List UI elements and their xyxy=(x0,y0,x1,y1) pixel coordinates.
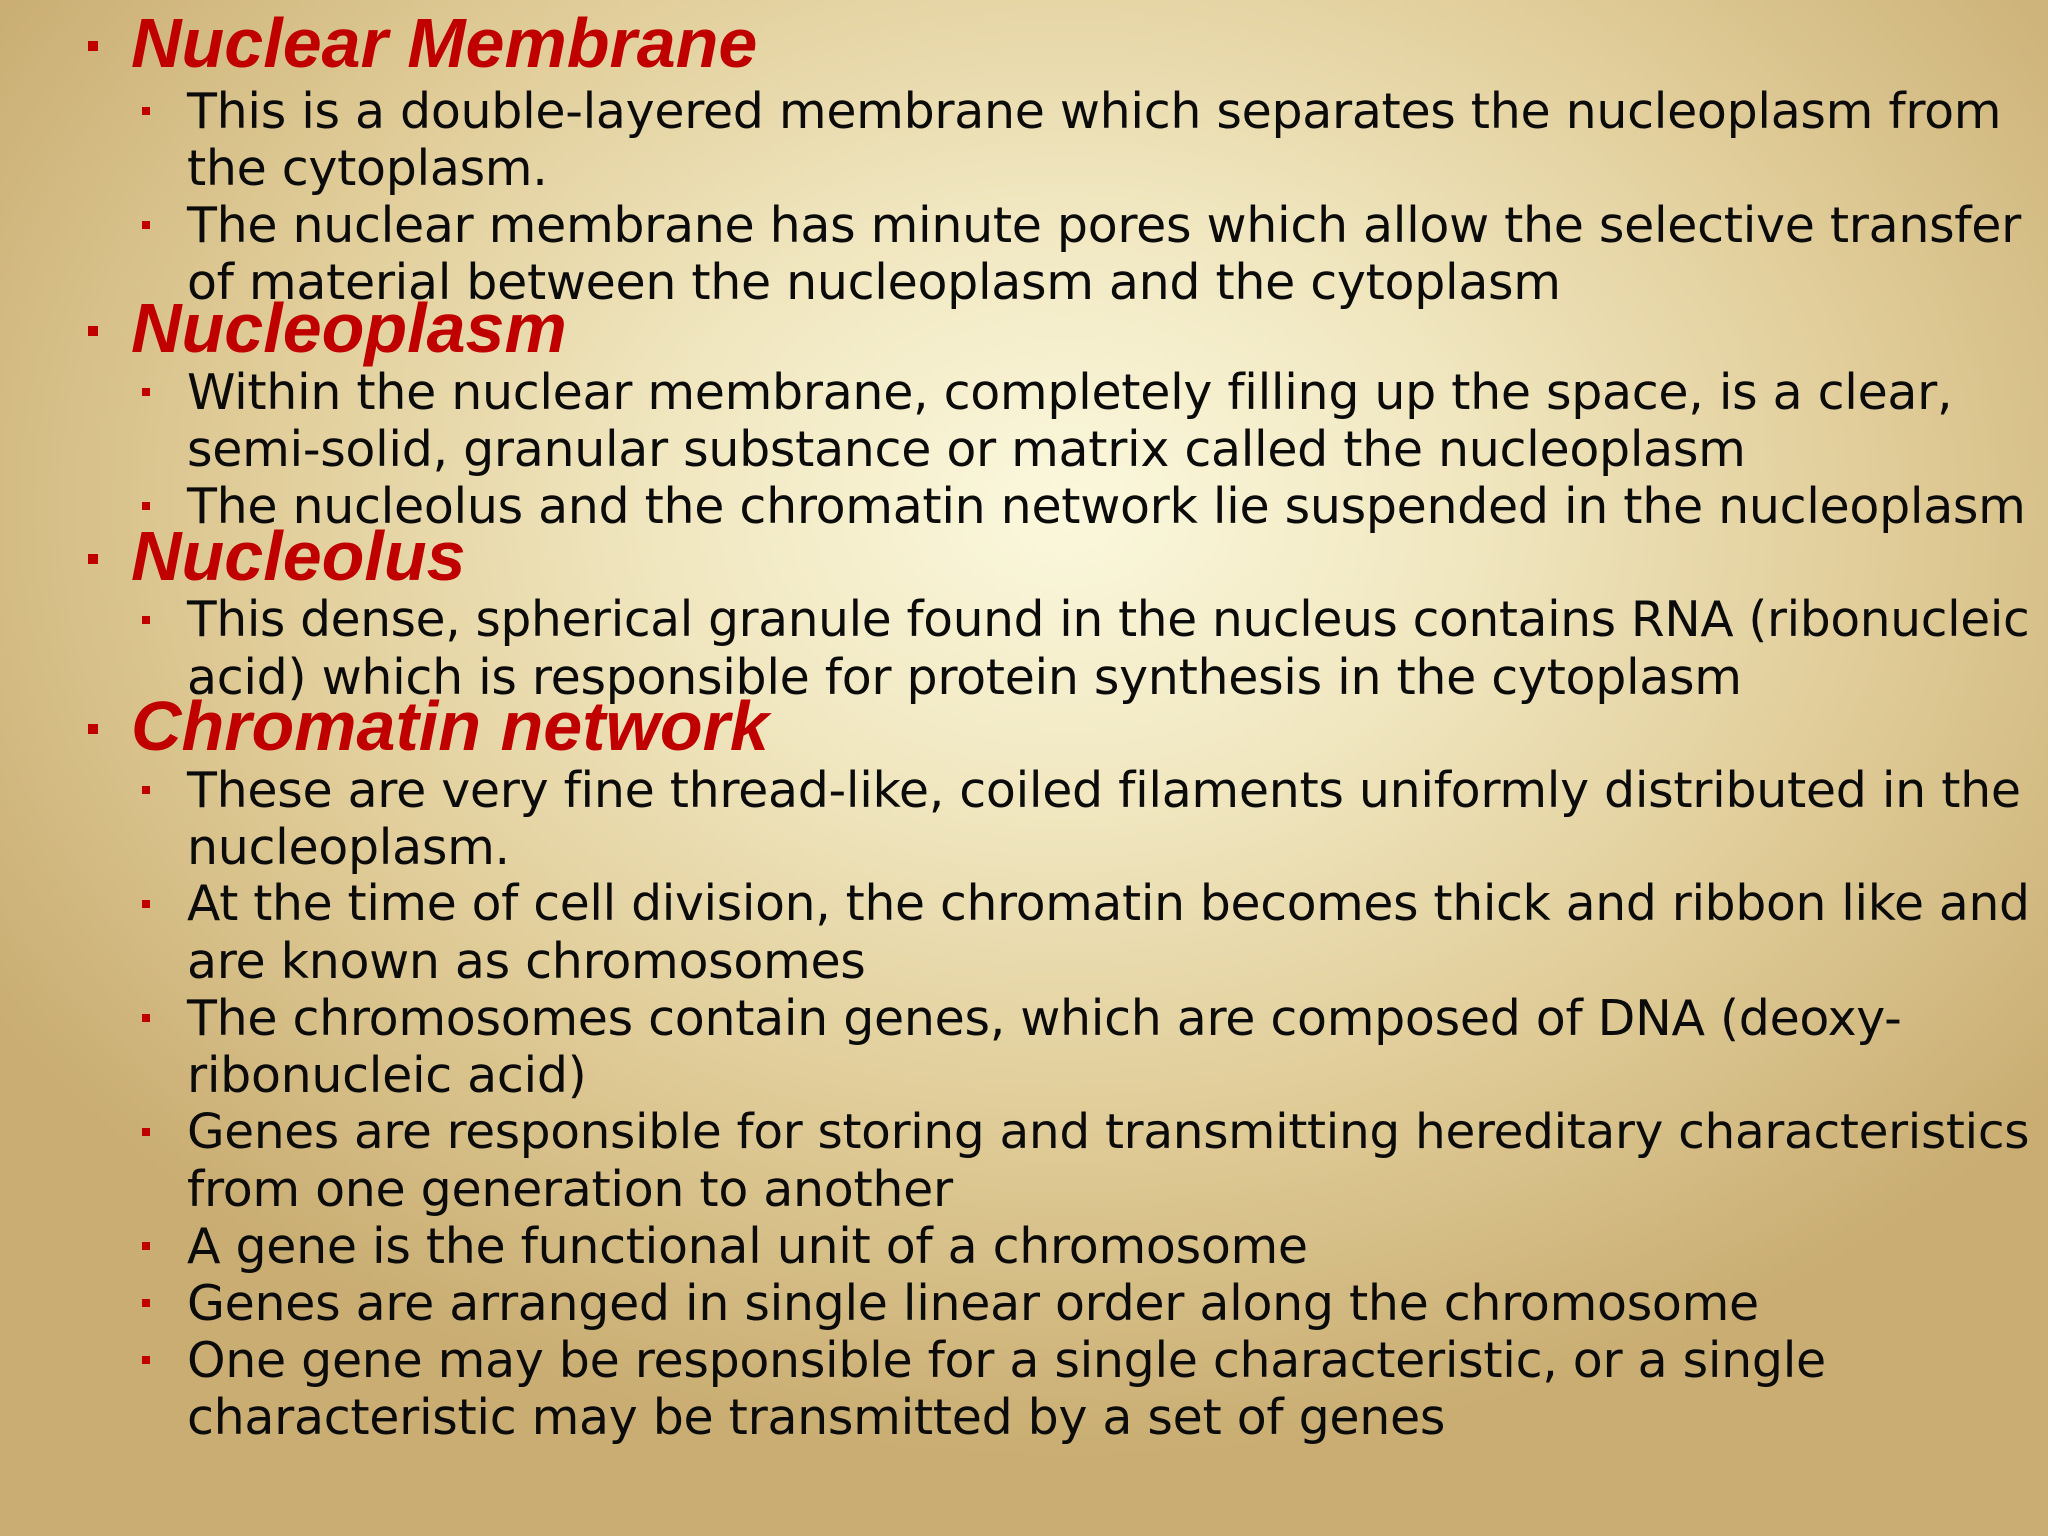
bullet-item xyxy=(0,364,2048,478)
bullet-square-icon xyxy=(88,41,98,51)
bullet-square-icon xyxy=(142,616,150,624)
bullet-square-icon xyxy=(142,786,150,794)
section-heading xyxy=(0,290,2048,366)
bullet-item xyxy=(0,1218,2048,1275)
bullet-line: of material between the nucleoplasm and the cytoplasm xyxy=(187,254,1561,311)
section-heading xyxy=(0,688,2048,764)
bullet-line: This dense, spherical granule found in the nucleus contains RNA (ribonucleic xyxy=(187,592,2030,648)
bullet-square-icon xyxy=(142,107,150,115)
bullet-line: One gene may be responsible for a single characteristic, or a single xyxy=(187,1332,1826,1389)
bullet-line: Genes are responsible for storing and transmitting hereditary characteristics xyxy=(187,1104,2030,1160)
bullet-line: are known as chromosomes xyxy=(187,933,866,990)
bullet-square-icon xyxy=(142,502,150,510)
bullet-line: ribonucleic acid) xyxy=(187,1047,587,1104)
heading-text: Nuclear Membrane xyxy=(131,4,758,82)
section-heading xyxy=(0,5,2048,81)
bullet-square-icon xyxy=(88,724,98,734)
bullet-line: The nuclear membrane has minute pores which allow the selective transfer xyxy=(187,197,2021,254)
bullet-square-icon xyxy=(88,326,98,336)
bullet-line: nucleoplasm. xyxy=(187,819,510,876)
bullet-square-icon xyxy=(142,1299,150,1307)
bullet-square-icon xyxy=(142,1242,150,1250)
bullet-line: semi-solid, granular substance or matrix called the nucleoplasm xyxy=(187,421,1746,478)
heading-text: Nucleolus xyxy=(131,517,466,595)
section-chromatin-network xyxy=(0,688,2048,1446)
bullet-square-icon xyxy=(142,1128,150,1136)
bullet-line: These are very fine thread-like, coiled filaments uniformly distributed in the xyxy=(187,762,2021,819)
section-nucleoplasm xyxy=(0,290,2048,535)
bullet-item xyxy=(0,1275,2048,1332)
section-nuclear-membrane xyxy=(0,5,2048,311)
bullet-line: This is a double-layered membrane which separates the nucleoplasm from xyxy=(187,83,2002,140)
bullet-item xyxy=(0,1332,2048,1446)
bullet-item xyxy=(0,990,2048,1104)
bullet-line: from one generation to another xyxy=(187,1161,953,1218)
bullet-square-icon xyxy=(88,554,98,564)
bullet-item xyxy=(0,876,2048,990)
section-nucleolus xyxy=(0,518,2048,706)
bullet-line: Within the nuclear membrane, completely filling up the space, is a clear, xyxy=(187,364,1953,421)
bullet-square-icon xyxy=(142,1356,150,1364)
bullet-square-icon xyxy=(142,388,150,396)
bullet-square-icon xyxy=(142,1014,150,1022)
heading-text: Chromatin network xyxy=(131,687,769,765)
bullet-line: acid) which is responsible for protein synthesis in the cytoplasm xyxy=(187,649,1742,706)
bullet-item xyxy=(0,83,2048,197)
bullet-line: Genes are arranged in single linear order along the chromosome xyxy=(187,1275,1759,1332)
bullet-line: characteristic may be transmitted by a set of genes xyxy=(187,1389,1446,1446)
section-heading xyxy=(0,518,2048,594)
bullet-square-icon xyxy=(142,900,150,908)
bullet-square-icon xyxy=(142,221,150,229)
bullet-line: The nucleolus and the chromatin network lie suspended in the nucleoplasm xyxy=(187,478,2026,535)
bullet-line: At the time of cell division, the chromatin becomes thick and ribbon like and xyxy=(187,876,2030,932)
bullet-line: The chromosomes contain genes, which are composed of DNA (deoxy- xyxy=(187,990,1902,1047)
bullet-line: the cytoplasm. xyxy=(187,140,548,197)
bullet-line: A gene is the functional unit of a chromosome xyxy=(187,1218,1308,1275)
heading-text: Nucleoplasm xyxy=(131,289,567,367)
bullet-item xyxy=(0,1104,2048,1218)
bullet-item xyxy=(0,762,2048,876)
